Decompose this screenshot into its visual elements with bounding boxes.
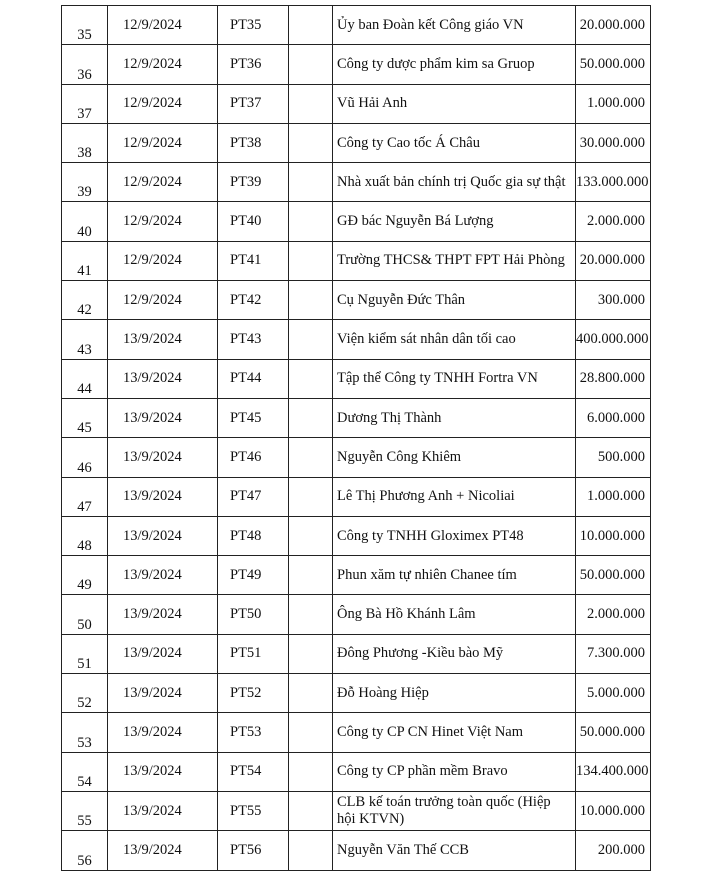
donation-amount: 5.000.000 — [576, 674, 651, 713]
receipt-code: PT46 — [218, 438, 289, 477]
table-row — [62, 241, 651, 280]
table-row — [62, 477, 651, 516]
donation-amount: 1.000.000 — [576, 477, 651, 516]
table-row — [62, 791, 651, 830]
empty-cell — [289, 359, 333, 398]
row-number: 53 — [62, 713, 108, 752]
receipt-date: 12/9/2024 — [108, 241, 218, 280]
table-row — [62, 713, 651, 752]
table-row — [62, 674, 651, 713]
donor-name: Công ty Cao tốc Á Châu — [333, 123, 576, 162]
table-row — [62, 123, 651, 162]
row-number: 43 — [62, 320, 108, 359]
donation-amount: 400.000.000 — [576, 320, 651, 359]
donor-name: Nhà xuất bản chính trị Quốc gia sự thật — [333, 163, 576, 202]
empty-cell — [289, 713, 333, 752]
table-row — [62, 359, 651, 398]
receipt-date: 13/9/2024 — [108, 595, 218, 634]
donor-name: Dương Thị Thành — [333, 398, 576, 437]
donation-amount: 20.000.000 — [576, 241, 651, 280]
donor-name: Trường THCS& THPT FPT Hải Phòng — [333, 241, 576, 280]
empty-cell — [289, 831, 333, 870]
donor-name: Công ty dược phẩm kim sa Gruop — [333, 45, 576, 84]
donation-ledger-table — [61, 5, 651, 871]
donation-amount: 50.000.000 — [576, 45, 651, 84]
table-row — [62, 281, 651, 320]
donation-amount: 2.000.000 — [576, 595, 651, 634]
receipt-date: 13/9/2024 — [108, 359, 218, 398]
donor-name: Ủy ban Đoàn kết Công giáo VN — [333, 6, 576, 45]
donor-name: Công ty CP phần mềm Bravo — [333, 752, 576, 791]
receipt-code: PT55 — [218, 791, 289, 830]
row-number: 44 — [62, 359, 108, 398]
receipt-code: PT45 — [218, 398, 289, 437]
receipt-code: PT39 — [218, 163, 289, 202]
empty-cell — [289, 674, 333, 713]
receipt-date: 12/9/2024 — [108, 281, 218, 320]
receipt-code: PT47 — [218, 477, 289, 516]
receipt-code: PT53 — [218, 713, 289, 752]
row-number: 37 — [62, 84, 108, 123]
receipt-date: 13/9/2024 — [108, 831, 218, 870]
empty-cell — [289, 84, 333, 123]
donation-amount: 500.000 — [576, 438, 651, 477]
receipt-code: PT42 — [218, 281, 289, 320]
row-number: 35 — [62, 6, 108, 45]
empty-cell — [289, 6, 333, 45]
table-row — [62, 45, 651, 84]
empty-cell — [289, 45, 333, 84]
receipt-date: 13/9/2024 — [108, 634, 218, 673]
donation-amount: 50.000.000 — [576, 556, 651, 595]
donation-amount: 7.300.000 — [576, 634, 651, 673]
donation-amount: 10.000.000 — [576, 516, 651, 555]
donor-name: Nguyễn Công Khiêm — [333, 438, 576, 477]
receipt-date: 12/9/2024 — [108, 202, 218, 241]
receipt-date: 12/9/2024 — [108, 84, 218, 123]
receipt-date: 13/9/2024 — [108, 438, 218, 477]
receipt-code: PT49 — [218, 556, 289, 595]
row-number: 42 — [62, 281, 108, 320]
donor-name: Ông Bà Hồ Khánh Lâm — [333, 595, 576, 634]
table-row — [62, 6, 651, 45]
receipt-code: PT40 — [218, 202, 289, 241]
row-number: 50 — [62, 595, 108, 634]
ledger-body — [62, 6, 651, 871]
donor-name: GĐ bác Nguyễn Bá Lượng — [333, 202, 576, 241]
table-row — [62, 516, 651, 555]
empty-cell — [289, 320, 333, 359]
row-number: 52 — [62, 674, 108, 713]
table-row — [62, 398, 651, 437]
row-number: 47 — [62, 477, 108, 516]
donation-amount: 20.000.000 — [576, 6, 651, 45]
receipt-date: 13/9/2024 — [108, 674, 218, 713]
row-number: 39 — [62, 163, 108, 202]
table-row — [62, 163, 651, 202]
empty-cell — [289, 595, 333, 634]
donation-amount: 300.000 — [576, 281, 651, 320]
donor-name: Công ty CP CN Hinet Việt Nam — [333, 713, 576, 752]
receipt-date: 13/9/2024 — [108, 320, 218, 359]
receipt-date: 12/9/2024 — [108, 123, 218, 162]
row-number: 45 — [62, 398, 108, 437]
receipt-code: PT43 — [218, 320, 289, 359]
table-row — [62, 831, 651, 870]
receipt-date: 13/9/2024 — [108, 556, 218, 595]
row-number: 56 — [62, 831, 108, 870]
empty-cell — [289, 791, 333, 830]
receipt-code: PT36 — [218, 45, 289, 84]
table-row — [62, 556, 651, 595]
donation-amount: 28.800.000 — [576, 359, 651, 398]
receipt-date: 13/9/2024 — [108, 791, 218, 830]
receipt-date: 13/9/2024 — [108, 516, 218, 555]
row-number: 40 — [62, 202, 108, 241]
row-number: 54 — [62, 752, 108, 791]
donor-name: Công ty TNHH Gloximex PT48 — [333, 516, 576, 555]
empty-cell — [289, 202, 333, 241]
table-row — [62, 752, 651, 791]
donation-amount: 10.000.000 — [576, 791, 651, 830]
donor-name: Nguyễn Văn Thế CCB — [333, 831, 576, 870]
donation-amount: 134.400.000 — [576, 752, 651, 791]
receipt-code: PT41 — [218, 241, 289, 280]
empty-cell — [289, 438, 333, 477]
table-row — [62, 438, 651, 477]
receipt-code: PT54 — [218, 752, 289, 791]
empty-cell — [289, 634, 333, 673]
receipt-date: 13/9/2024 — [108, 713, 218, 752]
empty-cell — [289, 516, 333, 555]
table-row — [62, 595, 651, 634]
donor-name: Cụ Nguyễn Đức Thân — [333, 281, 576, 320]
donation-amount: 30.000.000 — [576, 123, 651, 162]
donor-name: Lê Thị Phương Anh + Nicoliai — [333, 477, 576, 516]
row-number: 51 — [62, 634, 108, 673]
receipt-code: PT35 — [218, 6, 289, 45]
donor-name: Tập thể Công ty TNHH Fortra VN — [333, 359, 576, 398]
receipt-date: 12/9/2024 — [108, 45, 218, 84]
donation-amount: 133.000.000 — [576, 163, 651, 202]
empty-cell — [289, 477, 333, 516]
empty-cell — [289, 281, 333, 320]
donation-amount: 2.000.000 — [576, 202, 651, 241]
donor-name: Vũ Hải Anh — [333, 84, 576, 123]
donor-name: Viện kiểm sát nhân dân tối cao — [333, 320, 576, 359]
receipt-code: PT37 — [218, 84, 289, 123]
receipt-code: PT51 — [218, 634, 289, 673]
donor-name: Phun xăm tự nhiên Chanee tím — [333, 556, 576, 595]
donation-amount: 6.000.000 — [576, 398, 651, 437]
row-number: 49 — [62, 556, 108, 595]
receipt-date: 13/9/2024 — [108, 477, 218, 516]
donation-amount: 1.000.000 — [576, 84, 651, 123]
receipt-code: PT44 — [218, 359, 289, 398]
row-number: 38 — [62, 123, 108, 162]
receipt-code: PT52 — [218, 674, 289, 713]
row-number: 55 — [62, 791, 108, 830]
donor-name: Đông Phương -Kiều bào Mỹ — [333, 634, 576, 673]
receipt-code: PT48 — [218, 516, 289, 555]
donor-name: CLB kế toán trưởng toàn quốc (Hiệp hội KTVN) — [333, 791, 576, 830]
row-number: 46 — [62, 438, 108, 477]
receipt-code: PT38 — [218, 123, 289, 162]
empty-cell — [289, 398, 333, 437]
receipt-date: 12/9/2024 — [108, 6, 218, 45]
empty-cell — [289, 556, 333, 595]
donation-amount: 200.000 — [576, 831, 651, 870]
table-row — [62, 84, 651, 123]
row-number: 48 — [62, 516, 108, 555]
empty-cell — [289, 241, 333, 280]
row-number: 36 — [62, 45, 108, 84]
receipt-code: PT50 — [218, 595, 289, 634]
receipt-code: PT56 — [218, 831, 289, 870]
table-row — [62, 634, 651, 673]
donation-amount: 50.000.000 — [576, 713, 651, 752]
empty-cell — [289, 123, 333, 162]
table-row — [62, 202, 651, 241]
empty-cell — [289, 163, 333, 202]
empty-cell — [289, 752, 333, 791]
donor-name: Đỗ Hoàng Hiệp — [333, 674, 576, 713]
receipt-date: 13/9/2024 — [108, 398, 218, 437]
row-number: 41 — [62, 241, 108, 280]
receipt-date: 13/9/2024 — [108, 752, 218, 791]
table-row — [62, 320, 651, 359]
receipt-date: 12/9/2024 — [108, 163, 218, 202]
